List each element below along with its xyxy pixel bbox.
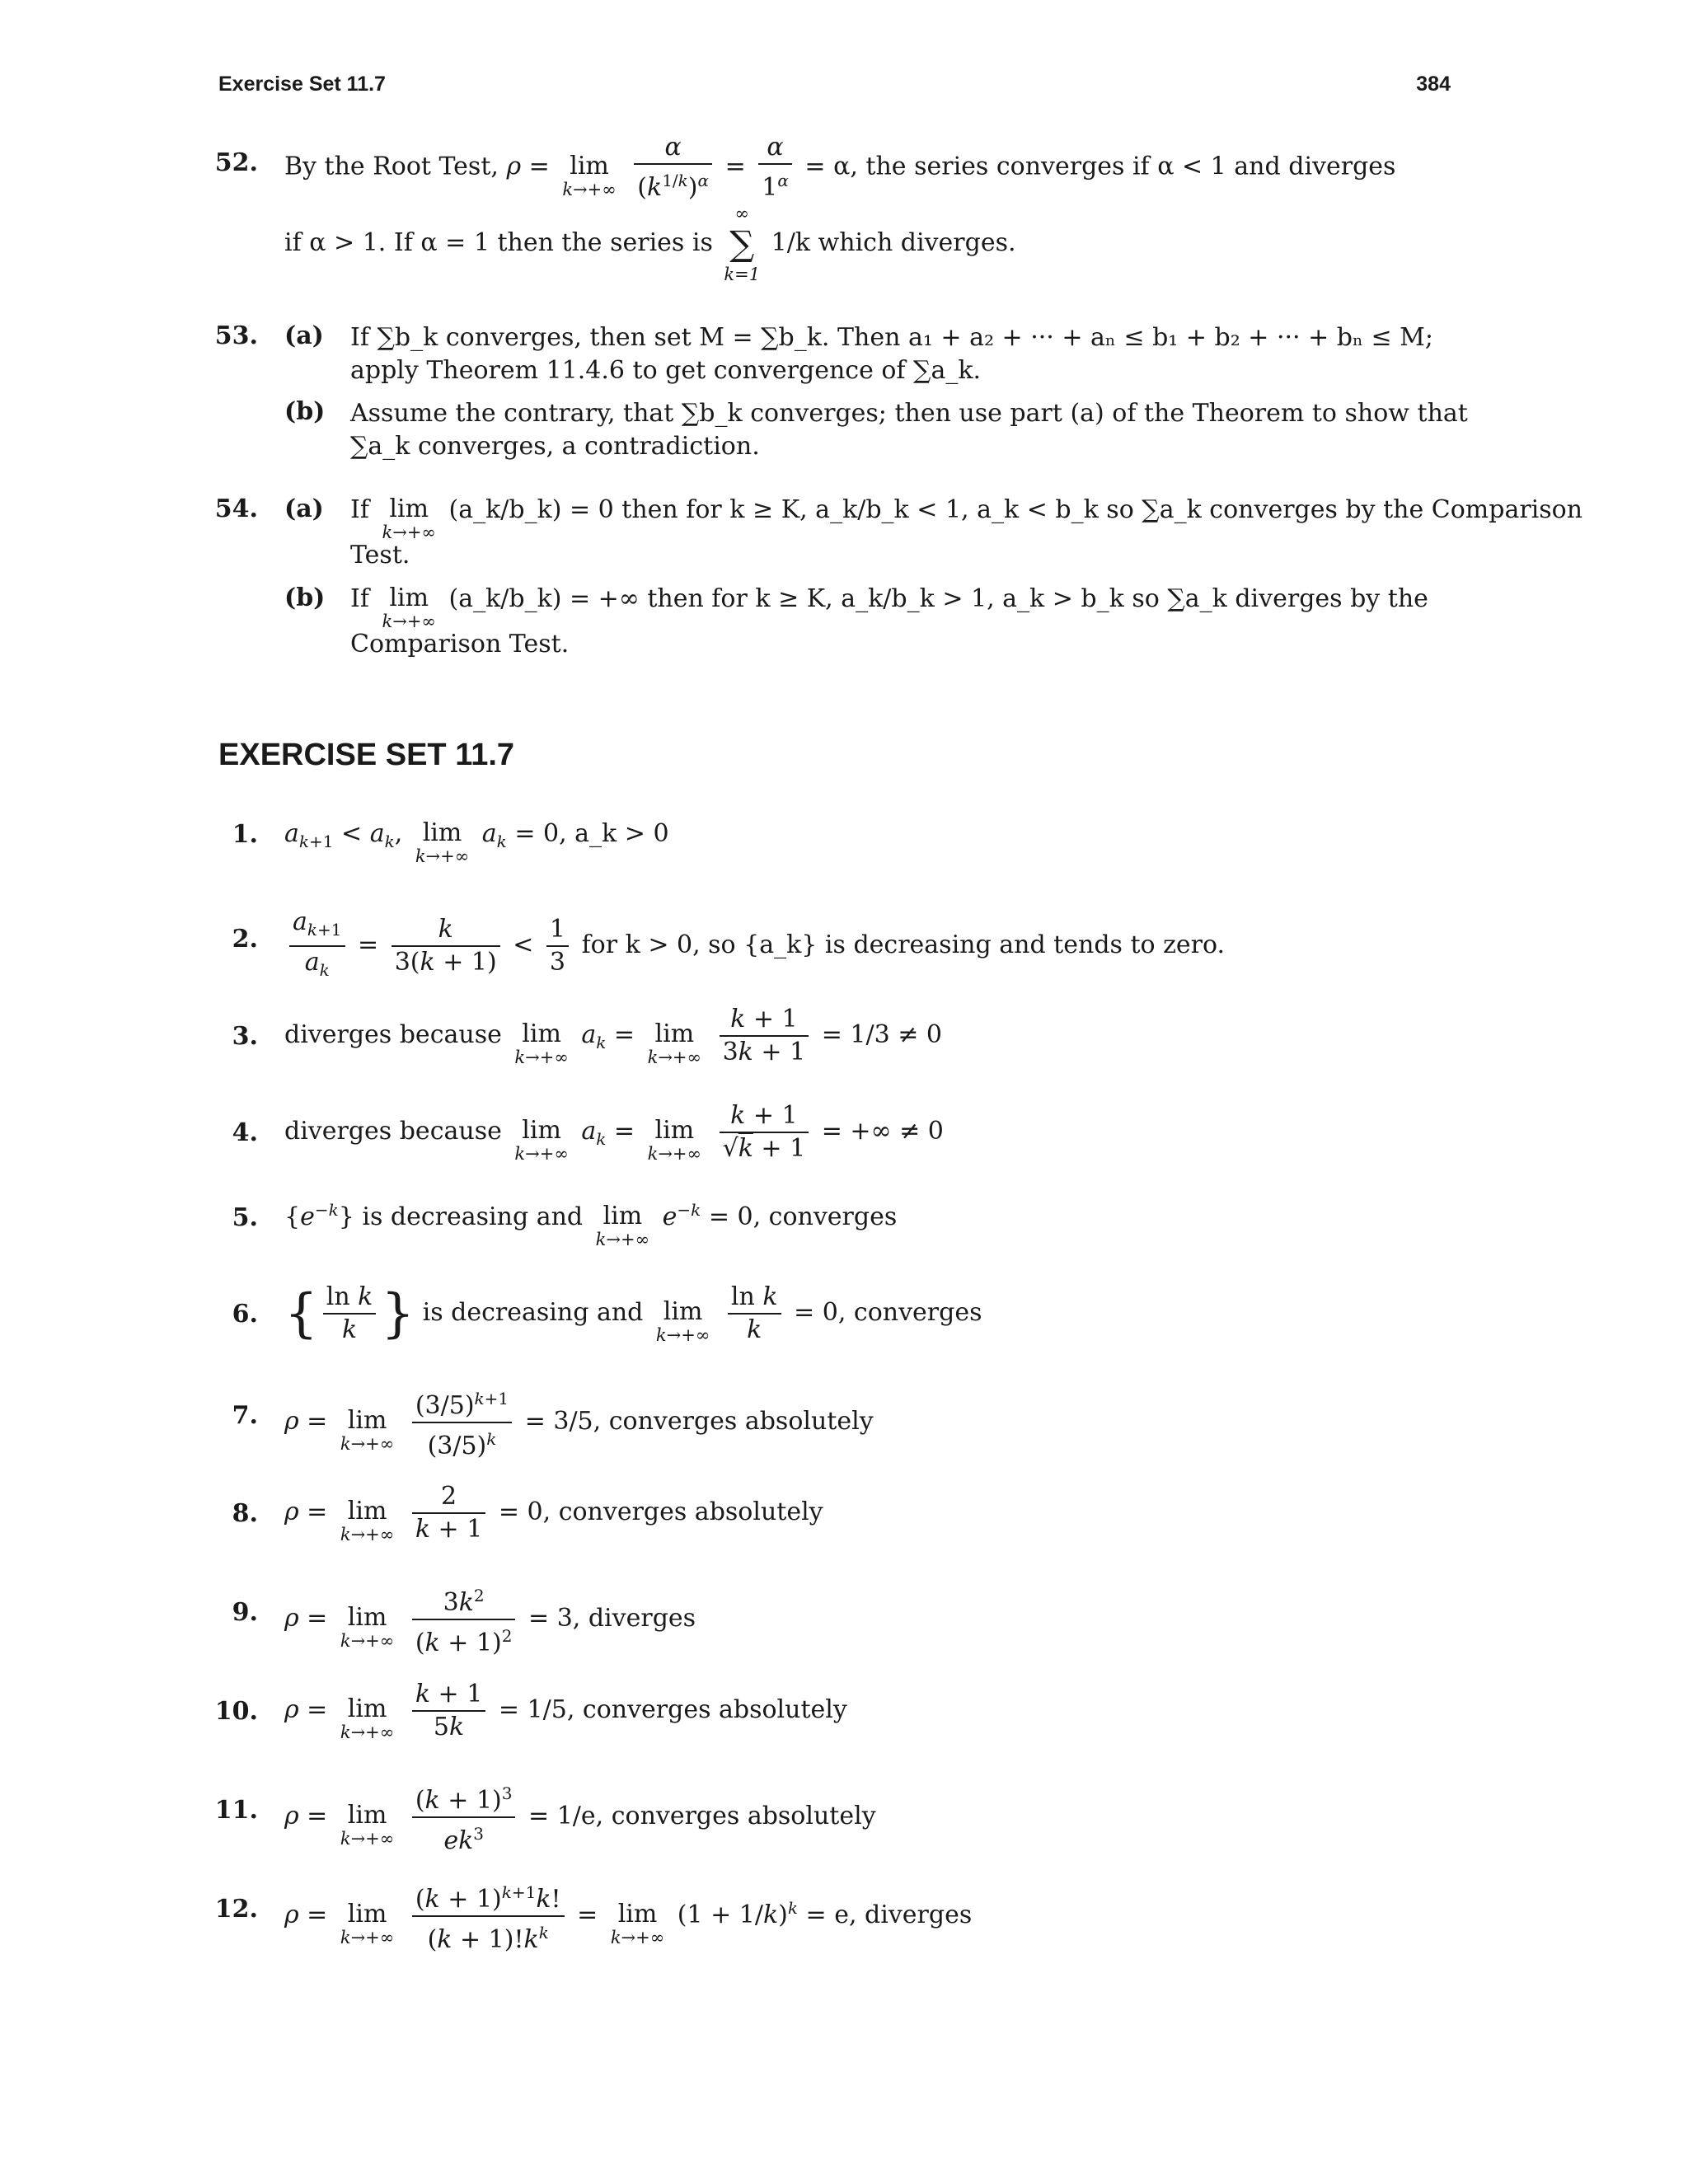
problem-number: 53. [214,321,258,350]
fraction: $\frac{\text{ln k}}{k}$ [728,1282,781,1346]
fraction: $\frac{\alpha}{1^\alpha}$ [758,132,792,204]
problem-52-line-1: By the Root Test, ρ = lim k→+∞ $\frac{\alpha}{(k^{1/k})^\alpha}$ = $\frac{\alpha}{1^\alpha}$ = α, the series converges if α < 1 and diverges [284,133,1396,202]
problem-54-part-a: If lim k→+∞ (a_k/b_k) = 0 then for k ≥ K, a_k/b_k < 1, a_k < b_k so ∑a_k converges by the Comparison Test. [350,494,1583,569]
limit: lim k→+∞ [514,1116,569,1164]
fraction: $\frac{(k + 1)^3}{ek^3}$ [412,1778,516,1857]
limit: lim k→+∞ [595,1202,650,1249]
running-header-title: Exercise Set 11.7 [218,73,386,96]
limit: lim k→+∞ [340,1497,395,1544]
fraction: $\frac{k + 1}{3k + 1}$ [720,1004,809,1068]
section-title: EXERCISE SET 11.7 [218,738,515,772]
limit: lim k→+∞ [655,1297,710,1345]
fraction: $\frac{1}{3}$ [546,914,569,978]
limit: lim k→+∞ [647,1116,702,1164]
problem-52-line-2: if α > 1. If α = 1 then the series is ∞ ∑ k=1 1/k which diverges. [284,204,1016,284]
fraction: $\frac{k + 1}{5k}$ [412,1679,485,1743]
part-label: (a) [284,494,324,523]
limit: lim k→+∞ [415,818,470,866]
fraction: $\frac{(k + 1)^{k+1}k!}{(k + 1)!k^k}$ [412,1877,565,1956]
limit: lim k→+∞ [340,1406,395,1454]
problem-number: 54. [214,494,258,523]
problem-53-part-b: Assume the contrary, that ∑b_k converges; then use part (a) of the Theorem to show that ∑a_k converges, a contradiction. [350,399,1468,461]
problem-8-body: ρ = lim k→+∞ $\frac{2}{k + 1}$ = 0, converges absolutely [284,1482,823,1544]
problem-5-body: $\{e^{-k}\}$ is decreasing and lim k→+∞ $e^{-k} = 0$, converges [284,1200,898,1249]
part-label: (b) [284,397,326,426]
problem-54-part-b: If lim k→+∞ (a_k/b_k) = +∞ then for k ≥ K, a_k/b_k > 1, a_k > b_k so ∑a_k diverges by the Comparison Test. [350,583,1428,658]
fraction: $\frac{k + 1}{√k + 1}$ [720,1100,809,1165]
problem-9-body: ρ = lim k→+∞ $\frac{3k^2}{(k + 1)^2}$ = 3, diverges [284,1580,696,1659]
document-page: Exercise Set 11.7 384 52. By the Root Test, ρ = lim k→+∞ $\frac{\alpha}{(k^{1/k})^\alpha}$ = $\frac{\alpha}{1^\alpha}$ = α, the series converges if α < 1 and diverges if α > 1. If α = 1 then the series is ∞ ∑ k=1 1/k which diverges. 53. (a) If ∑b_k converges, then set M = ∑b_k. Then a₁ + a₂ + ··· + aₙ ≤ b₁ + b₂ + ··· + bₙ ≤ M; apply Theorem 11.4.6 to get convergence of ∑a_k. (b) Assume the contrary, that ∑b_k converges; then use part (a) of the Theorem to show that ∑a_k converges, a contradiction. 54. (a) If lim k→+∞ (a_k/b_k) = 0 then for k ≥ K, a_k/b_k < 1, a_k < b_k so ∑a_k converges by the Comparison Test. (b) If lim k→+∞ (a_k/b_k) = +∞ then for k ≥ K, a_k/b_k > 1, a_k > b_k so ∑a_k diverges by the Comparison Test. EXERCISE SET 11.7 1. $a_{k+1} < a_k$, lim k→+∞ $a_k = 0$, a_k > 0 2. $\frac{a_{k+1}}{a_k}$ = $\frac{k}{3(k + 1)}$ < $\frac{1}{3}$ for k > 0, so {a_k} is decreasing and tends to zero. 3. diverges because lim k→+∞ $a_k$ = lim k→+∞ $\frac{k + 1}{3k + 1}$ = 1/3 ≠ 0 4. diverges because lim k→+∞ $a_k$ = lim k→+∞ $\frac{k + 1}{√k + 1}$ = +∞ ≠ 0 5. $\{e^{-k}\}$ is decreasing and lim k→+∞ $e^{-k} = 0$, converges 6. { $\frac{\text{ln k}}{k}$ } is decreasing and lim k→+∞ $\frac{\text{ln k}}{k}$ = 0, converges 7. ρ = lim k→+∞ $\frac{(3/5)^{k+1}}{(3/5)^k}$ = 3/5, converges absolutely 8. ρ = lim k→+∞ $\frac{2}{k + 1}$ = 0, converges absolutely 9. ρ = lim k→+∞ $\frac{3k^2}{(k + 1)^2}$ = 3, diverges 10. ρ = lim k→+∞ $\frac{k + 1}{5k}$ = 1/5, converges absolutely 11. ρ = lim k→+∞ $\frac{(k + 1)^3}{ek^3}$ = 1/e, converges absolutely 12. ρ = lim k→+∞ $\frac{(k + 1)^{k+1}k!}{(k + 1)!k^k}$ = lim k→+∞ $(1 + 1/k)^k = e$, diverges [214,73,1583,1954]
problem-6-body: { $\frac{\text{ln k}}{k}$ } is decreasing and lim k→+∞ $\frac{\text{ln k}}{k}$ = 0, converges [284,1282,982,1345]
limit: lim k→+∞ [382,494,436,542]
summation: ∞ ∑ k=1 [724,204,761,284]
problem-7-body: ρ = lim k→+∞ $\frac{(3/5)^{k+1}}{(3/5)^k}$ = 3/5, converges absolutely [284,1383,874,1462]
part-label: (b) [284,583,326,612]
limit: lim k→+∞ [562,151,617,199]
fraction: $\frac{(3/5)^{k+1}}{(3/5)^k}$ [412,1383,512,1462]
part-label: (a) [284,321,324,350]
fraction: $\frac{\text{ln k}}{k}$ [323,1282,377,1346]
limit: lim k→+∞ [514,1019,569,1067]
problem-4-body: diverges because lim k→+∞ $a_k$ = lim k→+∞ $\frac{k + 1}{√k + 1}$ = +∞ ≠ 0 [284,1101,944,1164]
limit: lim k→+∞ [647,1019,702,1067]
limit: lim k→+∞ [340,1900,395,1947]
fraction: $\frac{2}{k + 1}$ [412,1481,485,1545]
problem-12-body: ρ = lim k→+∞ $\frac{(k + 1)^{k+1}k!}{(k + 1)!k^k}$ = lim k→+∞ $(1 + 1/k)^k = e$, diverges [284,1877,972,1956]
fraction: $\frac{\alpha}{(k^{1/k})^\alpha}$ [634,132,712,204]
fraction: $\frac{k}{3(k + 1)}$ [392,914,500,978]
problem-10-body: ρ = lim k→+∞ $\frac{k + 1}{5k}$ = 1/5, converges absolutely [284,1680,847,1742]
limit: lim k→+∞ [610,1900,665,1947]
limit: lim k→+∞ [382,583,436,631]
fraction: $\frac{3k^2}{(k + 1)^2}$ [412,1580,516,1659]
limit: lim k→+∞ [340,1801,395,1849]
limit: lim k→+∞ [340,1603,395,1651]
problem-2-body: $\frac{a_{k+1}}{a_k}$ = $\frac{k}{3(k + 1)}$ < $\frac{1}{3}$ for k > 0, so {a_k} is decreasing and tends to zero. [284,907,1225,986]
problem-number: 52. [214,148,258,177]
limit: lim k→+∞ [340,1694,395,1742]
fraction: $\frac{a_{k+1}}{a_k}$ [289,907,345,986]
page-number: 384 [1416,73,1451,96]
problem-11-body: ρ = lim k→+∞ $\frac{(k + 1)^3}{ek^3}$ = 1/e, converges absolutely [284,1778,876,1857]
problem-3-body: diverges because lim k→+∞ $a_k$ = lim k→+∞ $\frac{k + 1}{3k + 1}$ = 1/3 ≠ 0 [284,1005,942,1067]
problem-1-body: $a_{k+1} < a_k$, lim k→+∞ $a_k = 0$, a_k > 0 [284,818,669,866]
problem-53-part-a: If ∑b_k converges, then set M = ∑b_k. Then a₁ + a₂ + ··· + aₙ ≤ b₁ + b₂ + ··· + bₙ ≤ M; apply Theorem 11.4.6 to get convergence of ∑a_k. [350,323,1433,385]
